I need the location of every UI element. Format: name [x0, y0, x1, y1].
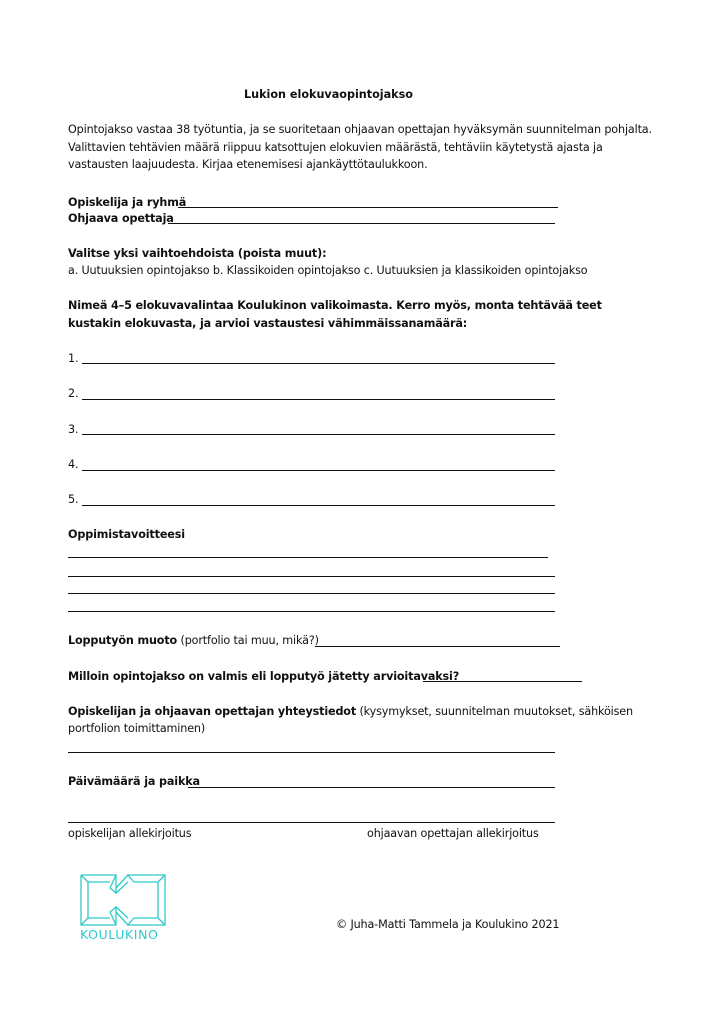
- deadline-field[interactable]: [423, 681, 582, 682]
- intro-line-1: Opintojakso vastaa 38 työtuntia, ja se suoritetaan ohjaavan opettajan hyväksymän suunnitelman pohjalta.: [68, 123, 652, 136]
- copyright: © Juha-Matti Tammela ja Koulukino 2021: [336, 918, 560, 931]
- film-item-number: 5.: [68, 493, 79, 506]
- date-place-field[interactable]: [188, 787, 555, 788]
- student-group-label: Opiskelija ja ryhmä: [68, 196, 187, 209]
- final-work-label-bold: Lopputyön muoto: [68, 634, 178, 647]
- film-item-number: 1.: [68, 352, 79, 365]
- final-work-label: [68, 634, 319, 648]
- student-group-field[interactable]: [178, 207, 558, 208]
- film-field-1[interactable]: [82, 363, 555, 364]
- date-place-label: Päivämäärä ja paikka: [68, 775, 200, 788]
- choice-heading: Valitse yksi vaihtoehdoista (poista muut):: [68, 247, 327, 260]
- film-field-4[interactable]: [82, 470, 555, 471]
- koulukino-logo-icon: [80, 874, 166, 926]
- goals-field-3[interactable]: [68, 593, 555, 594]
- choice-options[interactable]: a. Uutuuksien opintojakso b. Klassikoiden opintojakso c. Uutuuksien ja klassikoiden opintojakso: [68, 264, 588, 277]
- supervisor-field[interactable]: [168, 223, 555, 224]
- film-field-2[interactable]: [82, 399, 555, 400]
- contacts-label-bold: Opiskelijan ja ohjaavan opettajan yhteystiedot: [68, 705, 357, 718]
- student-signature-label: opiskelijan allekirjoitus: [68, 827, 192, 840]
- film-item-number: 2.: [68, 387, 79, 400]
- film-item-number: 3.: [68, 423, 79, 436]
- supervisor-signature-label: ohjaavan opettajan allekirjoitus: [367, 827, 539, 840]
- intro-line-2: Valittavien tehtävien määrä riippuu katsottujen elokuvien määrästä, tehtäviin käytetystä ajasta ja: [68, 141, 603, 154]
- goals-field-1[interactable]: [68, 557, 548, 558]
- intro-line-3: vastausten laajuudesta. Kirjaa etenemisesi ajankäyttötaulukkoon.: [68, 158, 428, 171]
- film-field-3[interactable]: [82, 434, 555, 435]
- signature-field[interactable]: [68, 822, 555, 823]
- goals-field-4[interactable]: [68, 611, 555, 612]
- films-heading-line-2: kustakin elokuvasta, ja arvioi vastaustesi vähimmäissanamäärä:: [68, 317, 468, 330]
- film-item-number: 4.: [68, 458, 79, 471]
- final-work-field[interactable]: [315, 646, 560, 647]
- contacts-label-line-2: portfolion toimittaminen): [68, 722, 206, 735]
- contacts-label-rest: (kysymykset, suunnitelman muutokset, sähköisen: [356, 705, 633, 718]
- deadline-label: Milloin opintojakso on valmis eli lopputyö jätetty arvioitavaksi?: [68, 670, 460, 683]
- page-title: Lukion elokuvaopintojakso: [244, 88, 413, 101]
- contacts-label: [68, 705, 633, 719]
- goals-field-2[interactable]: [68, 576, 555, 577]
- film-field-5[interactable]: [82, 505, 555, 506]
- goals-heading: Oppimistavoitteesi: [68, 528, 185, 541]
- films-heading-line-1: Nimeä 4–5 elokuvavalintaa Koulukinon valikoimasta. Kerro myös, monta tehtävää teet: [68, 299, 602, 312]
- final-work-label-rest: (portfolio tai muu, mikä?): [177, 634, 319, 647]
- supervisor-label: Ohjaava opettaja: [68, 212, 174, 225]
- koulukino-logo: [80, 874, 166, 944]
- contacts-field[interactable]: [68, 752, 555, 753]
- logo-text: KOULUKINO: [80, 927, 159, 942]
